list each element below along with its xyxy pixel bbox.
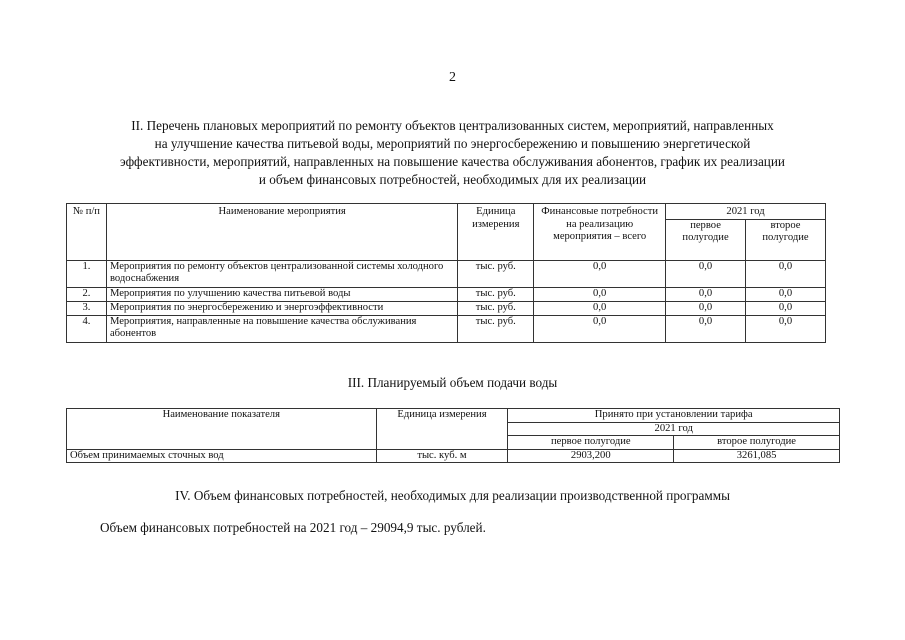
page-number: 2 — [449, 70, 456, 85]
row-unit: тыс. руб. — [458, 315, 534, 342]
row-total: 0,0 — [534, 301, 666, 315]
row-num: 1. — [67, 260, 107, 287]
table-row — [67, 260, 826, 287]
row-name: Мероприятия, направленные на повышение качества обслуживания абонентов — [106, 315, 457, 342]
header-finance-total: Финансовые потребности на реализацию мероприятия – всего — [534, 204, 666, 261]
row-second-half: 0,0 — [746, 260, 826, 287]
row-first-half: 0,0 — [666, 287, 746, 301]
section-2-title-line: II. Перечень плановых мероприятий по ремонту объектов централизованных систем, мероприятий, направленных — [131, 118, 774, 133]
row-total: 0,0 — [534, 315, 666, 342]
row-unit: тыс. руб. — [458, 287, 534, 301]
row-indicator: Объем принимаемых сточных вод — [67, 449, 377, 463]
row-unit: тыс. руб. — [458, 301, 534, 315]
measures-header-row — [67, 204, 826, 220]
measures-table — [66, 203, 826, 343]
table-row — [67, 449, 840, 463]
header-second-half: второе полугодие — [746, 219, 826, 260]
row-first-half: 0,0 — [666, 260, 746, 287]
row-first-half: 0,0 — [666, 301, 746, 315]
row-num: 2. — [67, 287, 107, 301]
row-name: Мероприятия по ремонту объектов централизованной системы холодного водоснабжения — [106, 260, 457, 287]
section-2-title-line: и объем финансовых потребностей, необходимых для их реализации — [258, 172, 647, 187]
row-unit: тыс. куб. м — [376, 449, 508, 463]
header-num: № п/п — [67, 204, 107, 261]
row-name: Мероприятия по улучшению качества питьевой воды — [106, 287, 457, 301]
header-unit: Единица измерения — [376, 409, 508, 450]
table-row — [67, 287, 826, 301]
volume-header-row — [67, 409, 840, 423]
section-3-title: III. Планируемый объем подачи воды — [347, 375, 558, 390]
row-unit: тыс. руб. — [458, 260, 534, 287]
header-first-half: первое полугодие — [666, 219, 746, 260]
row-name: Мероприятия по энергосбережению и энергоэффективности — [106, 301, 457, 315]
water-volume-table — [66, 408, 840, 463]
header-accepted-tariff: Принято при установлении тарифа — [508, 409, 840, 423]
header-unit: Единица измерения — [458, 204, 534, 261]
section-4-title: IV. Объем финансовых потребностей, необходимых для реализации производственной программы — [175, 488, 730, 503]
header-indicator: Наименование показателя — [67, 409, 377, 450]
table-row — [67, 301, 826, 315]
row-total: 0,0 — [534, 260, 666, 287]
row-num: 3. — [67, 301, 107, 315]
row-second-half: 0,0 — [746, 301, 826, 315]
row-total: 0,0 — [534, 287, 666, 301]
table-row — [67, 315, 826, 342]
finance-summary-text: Объем финансовых потребностей на 2021 год – 29094,9 тыс. рублей. — [100, 520, 486, 535]
row-second-half: 0,0 — [746, 287, 826, 301]
header-second-half: второе полугодие — [674, 436, 840, 450]
header-measure-name: Наименование мероприятия — [106, 204, 457, 261]
row-num: 4. — [67, 315, 107, 342]
section-2-title — [60, 117, 845, 189]
section-2-title-line: эффективности, мероприятий, направленных на повышение качества обслуживания абонентов, график их реализации — [120, 154, 785, 169]
header-first-half: первое полугодие — [508, 436, 674, 450]
header-year: 2021 год — [666, 204, 826, 220]
row-second-half: 0,0 — [746, 315, 826, 342]
row-first-half: 0,0 — [666, 315, 746, 342]
section-2-title-line: на улучшение качества питьевой воды, мероприятий по энергосбережению и повышению энергетической — [154, 136, 751, 151]
row-first-half: 2903,200 — [508, 449, 674, 463]
header-year: 2021 год — [508, 422, 840, 436]
row-second-half: 3261,085 — [674, 449, 840, 463]
